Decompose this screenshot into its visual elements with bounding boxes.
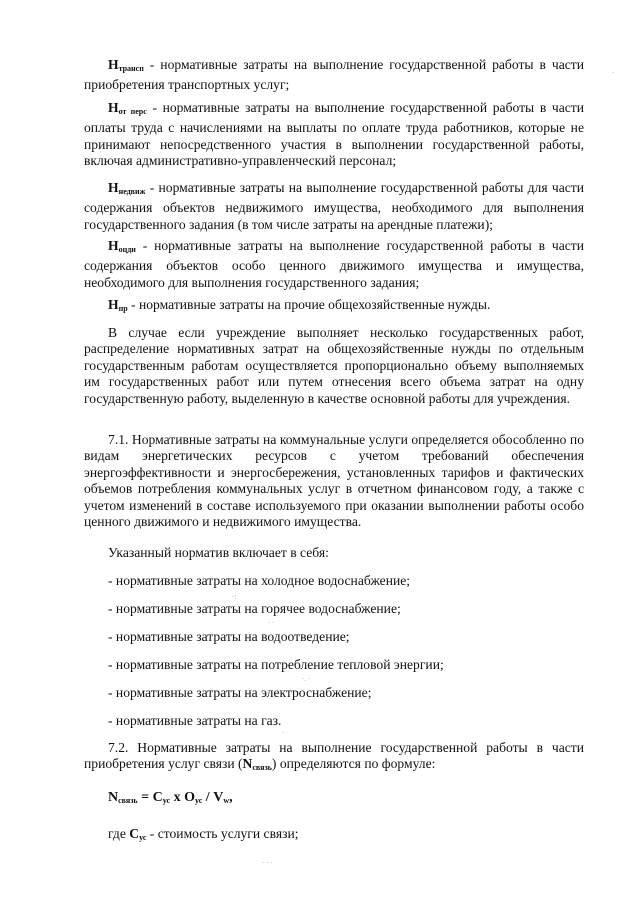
symbol: Н [108, 100, 119, 115]
symbol: Н [108, 297, 119, 312]
where-text: - стоимость услуги связи; [146, 826, 299, 841]
symbol: N [242, 756, 253, 772]
paragraph-text: - нормативные затраты на прочие общехозяйственные нужды. [127, 297, 491, 312]
formula-c-subscript: ус [162, 796, 171, 805]
symbol-subscript: трансп [118, 64, 144, 73]
paragraph-text: - нормативные затраты на выполнение государственной работы для части содержания объектов недвижимого имущества, необходимого для выполнения государственного задания (в том числе затраты на арендные платежи); [84, 180, 584, 232]
formula-c: C [152, 790, 163, 805]
list-item: - нормативные затраты на холодное водоснабжение; [108, 573, 411, 588]
formula-end: , [229, 790, 233, 805]
formula-times: х [170, 790, 185, 805]
scan-speck: · [612, 69, 615, 77]
formula-equals: = [137, 790, 153, 805]
paragraph-distribution: В случае если учреждение выполняет несколько государственных работ, распределение нормативных затрат на общехозяйственные нужды по отдельным государственным работам осуществляется пропорционально объему выполняемых им государственных работ или путем отнесения всего объема затрат на одну государственную работу, выделенную в качестве основной работы для учреждения. [84, 325, 584, 406]
paragraph-text: - нормативные затраты на выполнение государственной работы в части оплаты труда с начислениями на выплаты по оплате труда работников, которые не принимают непосредственного участия в выполнении государственной работы, включая административно-управленческий персонал; [84, 100, 585, 169]
formula-lhs: N [108, 790, 119, 805]
symbol-subscript: недвиж [118, 187, 146, 196]
paragraph-includes: Указанный норматив включает в себя: [108, 545, 329, 560]
symbol-subscript: оцди [118, 245, 136, 254]
list-item: - нормативные затраты на газ. [108, 713, 282, 728]
formula-o: O [184, 790, 195, 805]
paragraph-text: - нормативные затраты на выполнение государственной работы в части содержания объектов особо ценного движимого имущества и имущества, необходимого для выполнения государственного задания; [84, 238, 584, 290]
symbol-subscript: ус [139, 833, 147, 842]
formula-v-subscript: w [223, 796, 230, 805]
paragraph-7-1: 7.1. Нормативные затраты на коммунальные услуги определяется обособленно по видам энергетических ресурсов с учетом требований обеспечения энергоэффективности и энергосбережения, установленных тарифов и фактических объемов потребления коммунальных услуг в отчетном финансовом году, а также с учетом изменений в составе используемого при оказании выполнении работы особо ценного движимого и недвижимого имущества. [84, 432, 584, 530]
symbol: Н [108, 57, 119, 72]
paragraph-staff [84, 100, 584, 170]
list-item: - нормативные затраты на водоотведение; [108, 629, 350, 644]
scan-speck: · [282, 729, 285, 737]
paragraph-text: 7.2. Нормативные затраты на выполнение государственной работы в части приобретения услуг связи ( [84, 740, 584, 772]
list-item: - нормативные затраты на потребление тепловой энергии; [108, 657, 444, 672]
formula-lhs-subscript: связь [118, 796, 138, 805]
scan-speck: ·. · [302, 675, 311, 683]
list-item: - нормативные затраты на электроснабжение; [108, 685, 372, 700]
where-line [108, 826, 299, 846]
where-prefix: где [108, 826, 130, 841]
symbol: Н [108, 180, 119, 195]
list-item: - нормативные затраты на горячее водоснабжение; [108, 601, 401, 616]
formula-v: V [213, 790, 224, 805]
scan-speck: ·: [232, 593, 237, 601]
scan-speck: · · · [262, 859, 273, 867]
symbol-subscript: пр [118, 304, 128, 313]
symbol-subscript: от перс [118, 107, 147, 116]
scan-speck: · · [268, 619, 275, 627]
symbol-subscript: связь [252, 763, 272, 773]
paragraph-text: - нормативные затраты на выполнение государственной работы в части приобретения транспортных услуг; [84, 57, 584, 93]
formula-o-subscript: ус [194, 796, 203, 805]
formula [108, 790, 233, 809]
paragraph-7-2 [84, 740, 584, 777]
paragraph-valuable-property [84, 238, 584, 291]
formula-divide: / [202, 790, 214, 805]
paragraph-other-needs [84, 297, 584, 317]
paragraph-real-estate [84, 180, 584, 233]
paragraph-text: ) определяются по формуле: [271, 756, 436, 772]
symbol: C [129, 826, 140, 841]
paragraph-transport [84, 57, 584, 94]
symbol: Н [108, 238, 119, 253]
